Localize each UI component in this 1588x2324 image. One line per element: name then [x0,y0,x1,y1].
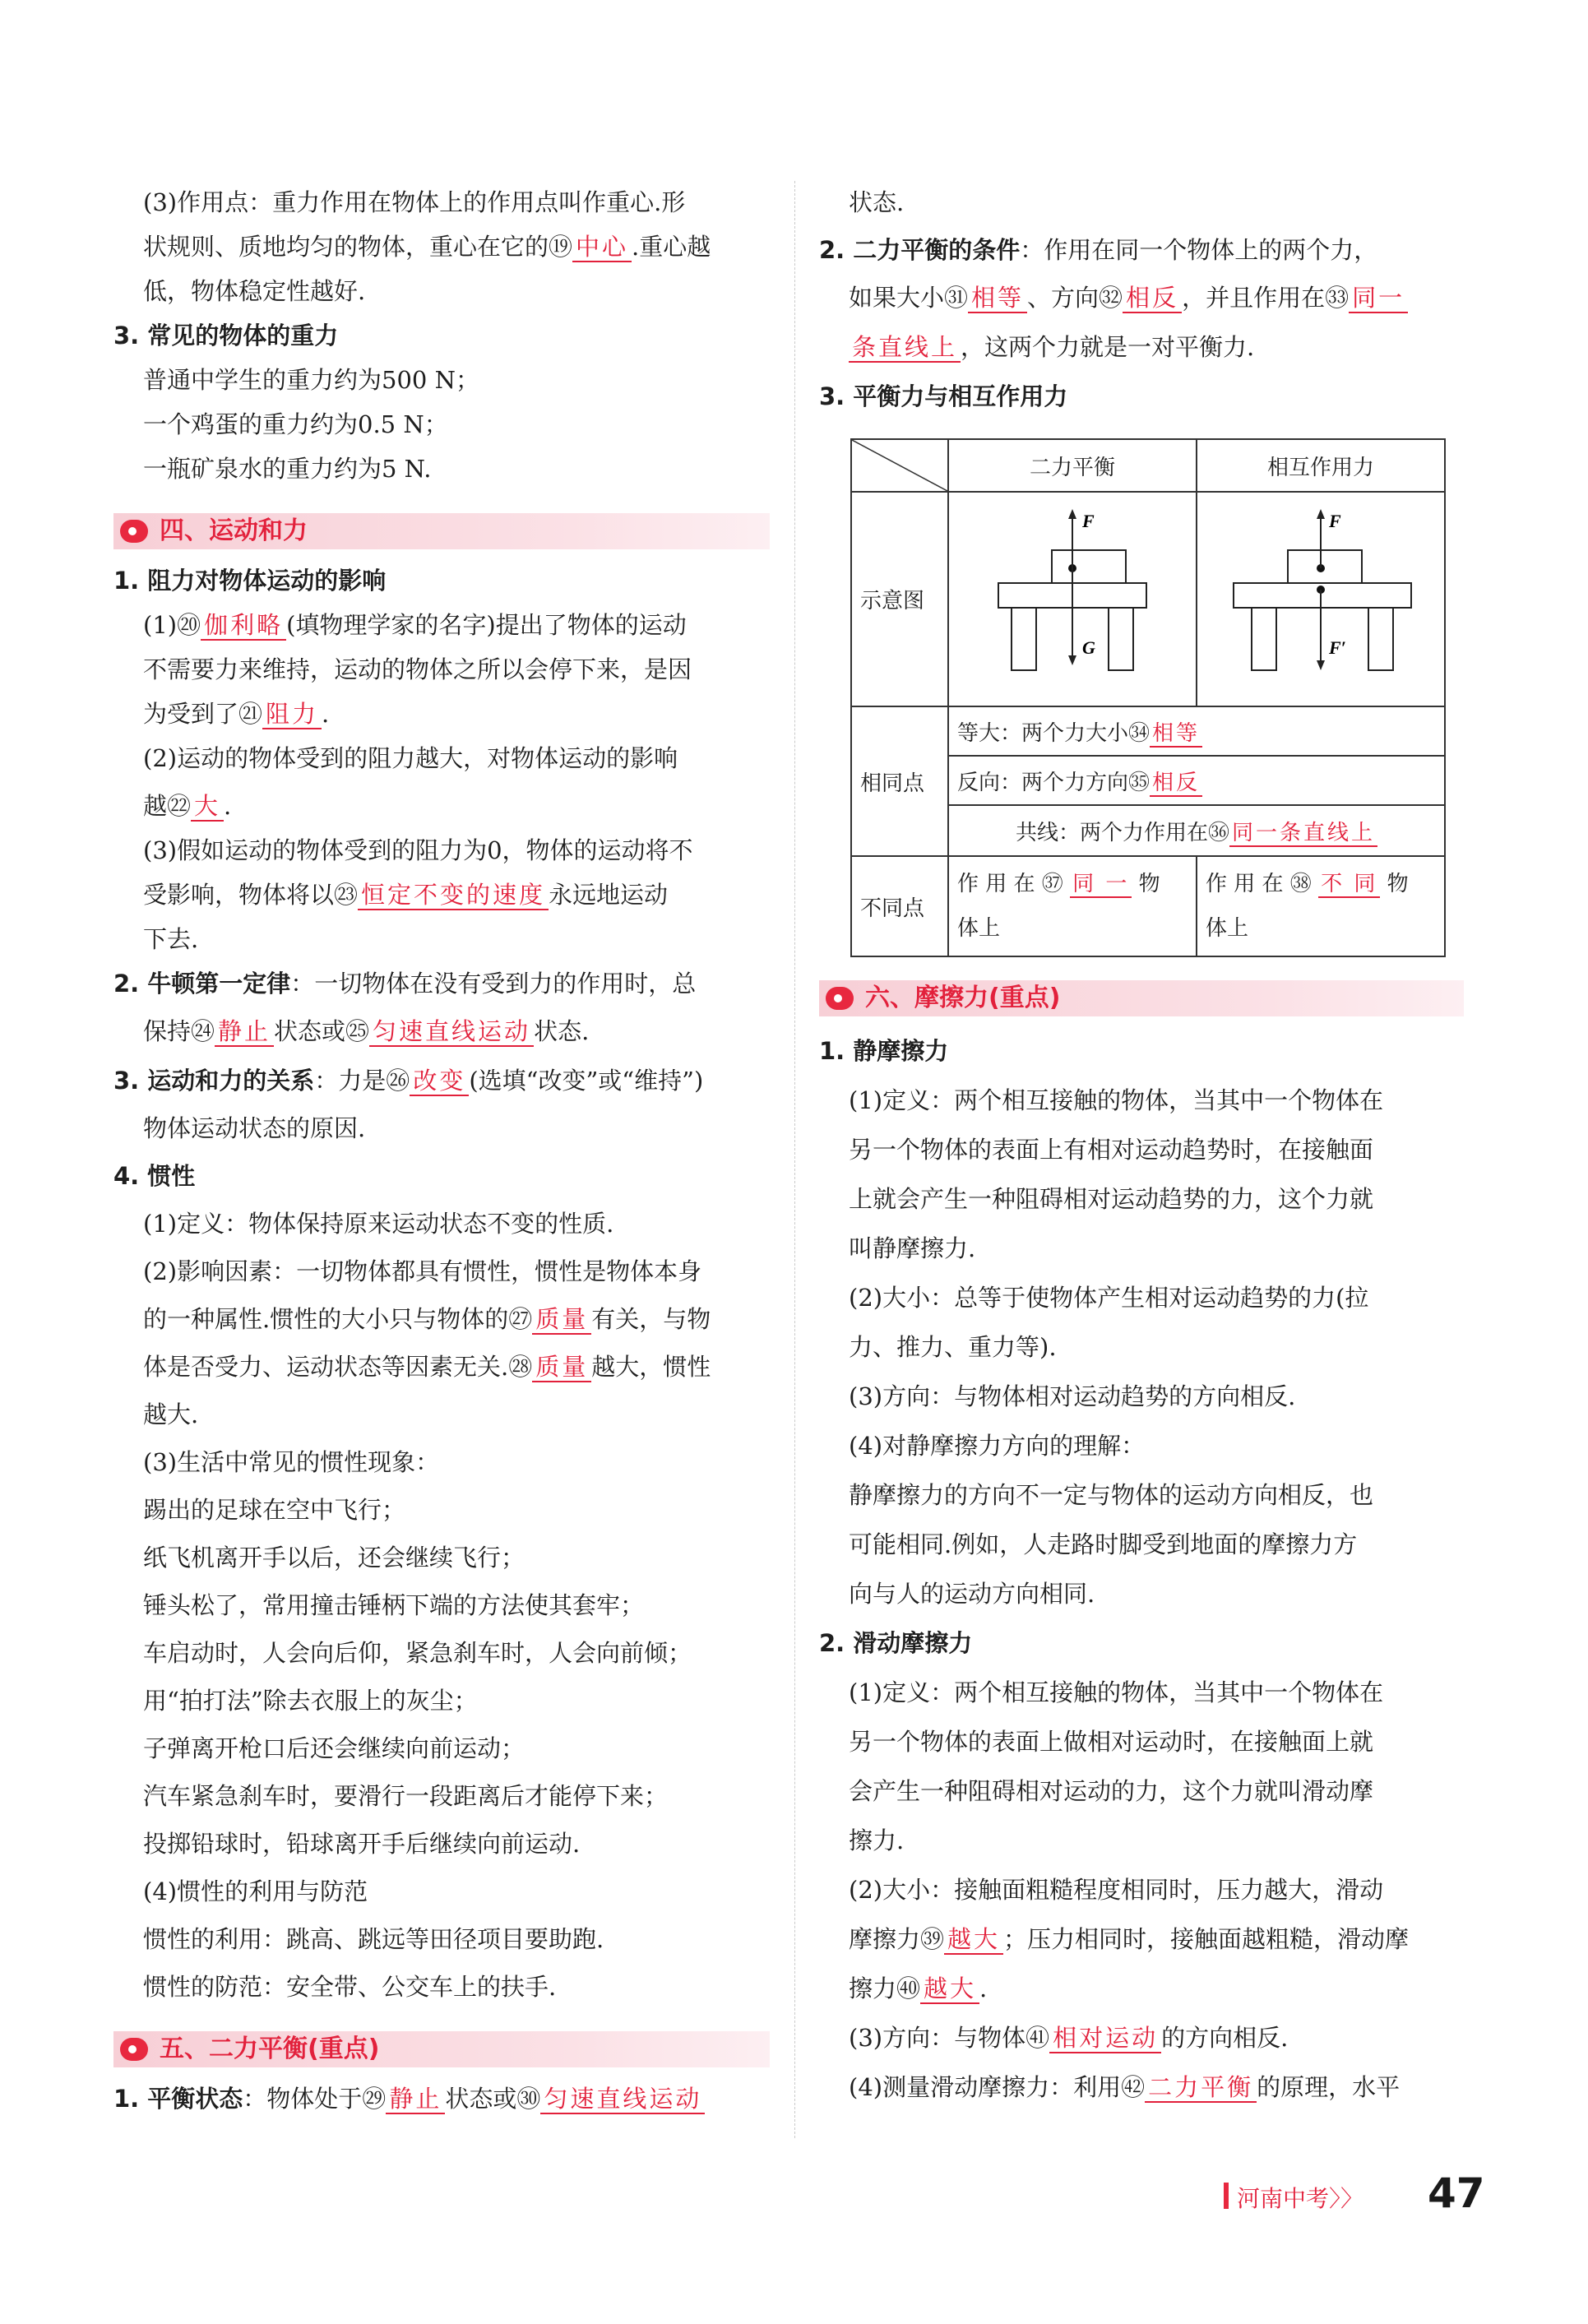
text-line: (4)测量滑动摩擦力：利用㊷ 二力平衡 的原理，水平 [849,2073,1400,2101]
text-line: 越大. [143,1400,199,1428]
text-line: 低，物体稳定性越好. [143,277,366,305]
answer-33-cont: 条直线上 [849,333,961,363]
heading: 2. 二力平衡的条件：作用在同一个物体上的两个力， [819,236,1378,264]
answer-23: 恒定不变的速度 [358,881,549,910]
text-line: 踢出的足球在空中飞行； [143,1496,406,1524]
answer-26: 改变 [410,1067,469,1096]
answer-20: 伽利略 [201,611,286,641]
answer-30: 匀速直线运动 [540,2085,705,2114]
force-label-F: F [1329,511,1341,531]
text-line: 一个鸡蛋的重力约为0.5 N； [143,410,448,438]
header-interaction: 相互作用力 [1197,439,1445,492]
text-line: (3)方向：与物体㊶ 相对运动 的方向相反. [849,2024,1289,2052]
text-line: (3)生活中常见的惯性现象： [143,1448,440,1476]
text-line: 状规则、质地均匀的物体，重心在它的⑲ 中心 .重心越 [143,233,711,261]
heading: 1. 平衡状态：物体处于㉙ 静止 状态或㉚ 匀速直线运动 [113,2084,705,2113]
section-banner-4 [113,513,770,549]
text-line: (1)定义：两个相互接触的物体，当其中一个物体在 [849,1678,1384,1706]
heading: 2. 牛顿第一定律：一切物体在没有受到力的作用时，总 [113,970,697,998]
answer-27: 质量 [532,1305,591,1335]
answer-34: 相等 [1150,721,1202,748]
text-line: (1)⑳ 伽利略 (填物理学家的名字)提出了物体的运动 [143,611,687,639]
text-line: 下去. [143,925,199,953]
heading-3-common-gravity: 3. 常见的物体的重力 [113,322,339,350]
answer-28: 质量 [532,1353,591,1382]
text-line: (1)定义：物体保持原来运动状态不变的性质. [143,1210,614,1238]
answer-38: 不 同 [1318,872,1380,898]
text-line: 汽车紧急刹车时，要滑行一段距离后才能停下来； [143,1782,669,1810]
text-line: 物体运动状态的原因. [143,1114,366,1142]
balance-diagram [949,493,1192,700]
answer-40: 越大 [920,1974,979,2004]
diagonal-line [852,440,947,491]
text-line: 的一种属性.惯性的大小只与物体的㉗ 质量 有关，与物 [143,1305,711,1333]
text-line: 车启动时，人会向后仰，紧急刹车时，人会向前倾； [143,1639,692,1667]
answer-19: 中心 [572,233,632,262]
answer-31: 相等 [968,284,1027,313]
text-line: 纸飞机离开手以后，还会继续飞行； [143,1544,525,1572]
answer-24: 静止 [215,1017,274,1047]
text-line: 为受到了㉑ 阻力 . [143,700,330,728]
page-number: 47 [1428,2169,1485,2217]
force-label-F: F [1082,511,1095,531]
force-label-G: G [1082,637,1095,658]
row-label-same: 相同点 [851,706,948,856]
diff-interaction: 作 用 在 ㊳ 不 同 物 体上 [1197,856,1445,956]
text-line: (4)对静摩擦力方向的理解： [849,1432,1146,1460]
text-line: 静摩擦力的方向不一定与物体的运动方向相反，也 [849,1481,1374,1509]
text-line: 另一个物体的表面上有相对运动趋势时，在接触面 [849,1136,1374,1164]
heading: 1. 阻力对物体运动的影响 [113,567,387,595]
diagram-interaction-cell [1197,492,1445,706]
section-title: 四、运动和力 [160,516,308,545]
text-line: 向与人的运动方向相同. [849,1580,1095,1608]
text-line: 可能相同.例如，人走路时脚受到地面的摩擦力方 [849,1530,1358,1558]
same-opposite: 反向：两个力方向㉟ 相反 [948,756,1445,805]
answer-37: 同 一 [1070,872,1132,898]
heading: 3. 平衡力与相互作用力 [819,382,1068,410]
diagram-balance-cell [948,492,1197,706]
force-label-F-prime: F′ [1329,637,1346,658]
text-line: 用“拍打法”除去衣服上的灰尘； [143,1687,478,1715]
text-line: 保持㉔ 静止 状态或㉕ 匀速直线运动 状态. [143,1017,590,1045]
text-line: (2)影响因素：一切物体都具有惯性，惯性是物体本身 [143,1257,702,1285]
text-line: 受影响，物体将以㉓ 恒定不变的速度 永远地运动 [143,881,669,909]
text-line: (1)定义：两个相互接触的物体，当其中一个物体在 [849,1086,1384,1114]
text-line: 擦力. [849,1826,905,1854]
text-line: (3)方向：与物体相对运动趋势的方向相反. [849,1382,1296,1410]
diagonal-header-cell [851,439,948,492]
column-divider [794,181,795,2138]
comparison-table [850,438,1446,957]
text-line: 力、推力、重力等). [849,1333,1057,1361]
footer-label: 河南中考〉〉 [1237,2185,1364,2212]
answer-22: 大 [191,792,224,822]
text-line: 子弹离开枪口后还会继续向前运动； [143,1734,525,1762]
heading: 1. 静摩擦力 [819,1037,949,1065]
answer-39: 越大 [944,1925,1003,1955]
header-balance: 二力平衡 [948,439,1197,492]
text-line: 擦力㊵ 越大 . [849,1974,988,2002]
interaction-diagram [1197,493,1444,700]
answer-29: 静止 [386,2085,445,2114]
text-line: 摩擦力㊴ 越大 ；压力相同时，接触面越粗糙，滑动摩 [849,1925,1410,1953]
text-line: 状态. [849,188,905,216]
text-line: (3)作用点：重力作用在物体上的作用点叫作重心.形 [143,188,686,216]
answer-21: 阻力 [262,700,322,729]
text-line: 一瓶矿泉水的重力约为5 N. [143,455,432,483]
text-line: 锤头松了，常用撞击锤柄下端的方法使其套牢； [143,1591,645,1619]
text-line: 体是否受力、运动状态等因素无关.㉘ 质量 越大，惯性 [143,1353,711,1381]
same-collinear: 共线：两个力作用在㊱ 同一条直线上 [948,805,1445,856]
text-line: (4)惯性的利用与防范 [143,1877,368,1905]
text-line: (2)大小：接触面粗糙程度相同时，压力越大，滑动 [849,1876,1384,1904]
text-line: (3)假如运动的物体受到的阻力为0，物体的运动将不 [143,836,693,864]
text-line: (2)大小：总等于使物体产生相对运动趋势的力(拉 [849,1284,1369,1312]
text-line: 另一个物体的表面上做相对运动时，在接触面上就 [849,1728,1374,1756]
answer-33: 同一 [1349,284,1408,313]
section-title: 六、摩擦力(重点) [865,984,1061,1012]
row-label-diagram: 示意图 [851,492,948,706]
section-banner-6 [819,980,1464,1016]
answer-36: 同一条直线上 [1229,821,1377,847]
heading: 3. 运动和力的关系：力是㉖ 改变 (选填“改变”或“维持”) [113,1067,704,1095]
text-line: 条直线上 ，这两个力就是一对平衡力. [849,332,1254,362]
text-line: 越㉒ 大 . [143,792,232,820]
text-line: 叫静摩擦力. [849,1234,976,1262]
diff-balance: 作 用 在 ㊲ 同 一 物 体上 [948,856,1197,956]
answer-41: 相对运动 [1049,2024,1161,2053]
text-line: 如果大小㉛ 相等 、方向㉜ 相反 ，并且作用在㉝ 同一 [849,283,1408,312]
section-title: 五、二力平衡(重点) [160,2035,380,2063]
answer-25: 匀速直线运动 [369,1017,534,1047]
answer-42: 二力平衡 [1145,2073,1257,2103]
answer-32: 相反 [1123,284,1182,313]
heading: 4. 惯性 [113,1162,196,1190]
answer-35: 相反 [1150,771,1202,797]
text-line: 不需要力来维持，运动的物体之所以会停下来，是因 [143,655,692,683]
text-line: (2)运动的物体受到的阻力越大，对物体运动的影响 [143,744,678,772]
text-line: 上就会产生一种阻碍相对运动趋势的力，这个力就 [849,1185,1374,1213]
text-line: 投掷铅球时，铅球离开手后继续向前运动. [143,1830,581,1858]
same-equal: 等大：两个力大小㉞ 相等 [948,706,1445,756]
text-line: 普通中学生的重力约为500 N； [143,366,479,394]
section-banner-5 [113,2031,770,2067]
text-line: 惯性的防范：安全带、公交车上的扶手. [143,1973,557,2001]
footer-bar [1224,2183,1229,2209]
text-line: 惯性的利用：跳高、跳远等田径项目要助跑. [143,1925,604,1953]
row-label-diff: 不同点 [851,856,948,956]
text-line: 会产生一种阻碍相对运动的力，这个力就叫滑动摩 [849,1777,1374,1805]
heading: 2. 滑动摩擦力 [819,1629,973,1657]
